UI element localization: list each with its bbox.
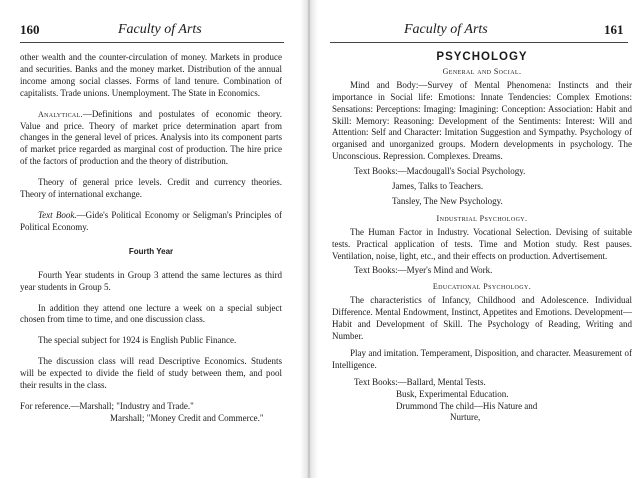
industrial-psychology-text: The Human Factor in Industry. Vocational Selection. Devising of suitable tests. Practical application of tests. Time and Motion study. Rest pauses. Ventilation, noise, light, etc., and their effects on production. Advertisement.: [332, 226, 632, 261]
industrial-psychology-heading: Industrial Psychology.: [436, 213, 528, 223]
text-book-label: Text Book.: [38, 209, 77, 220]
left-running-head: Faculty of Arts: [118, 22, 202, 37]
analytical-paragraph: [20, 109, 282, 169]
general-text-book-1: Text Books:—Macdougall's Social Psychology.: [354, 166, 526, 177]
analytical-text: —Definitions and postulates of economic theory. Value and price. Theory of market price determination apart from changes in the general level of prices. Analysis into its component parts of market price regarded as marginal cost of production. The hire price of the factors of production and the theory of distribution.: [20, 108, 282, 167]
general-social-heading: General and Social.: [442, 66, 522, 76]
left-page: [0, 0, 306, 478]
reference-line-2: Marshall; "Money Credit and Commerce.": [110, 412, 264, 423]
educational-text-book-4: Nurture,: [450, 412, 481, 423]
educational-psychology-text-2: Play and imitation. Temperament, Disposition, and character. Measurement of Intelligence.: [332, 347, 632, 370]
right-header-rule: [330, 42, 628, 43]
right-page-body: [332, 52, 632, 424]
general-social-text: Mind and Body:—Survey of Mental Phenomena: Instincts and their importance in Social life: Emotions: Innate Tendencies: Complex Emotions: Sensations: Perceptions: Imaging: Imagining: Conception: Association: Habit and Skill: Memory: Reasoning: Development of the Sentiments: Interest: Will and Attention: Self and Character: Imitation Suggestion and Sympathy. Psychology of organised and unorganized groups. Modern developments in psychology. The Unconscious. Repression. Complexes. Dreams.: [332, 79, 632, 162]
left-page-body: [20, 52, 282, 425]
text-book-text: —Gide's Political Economy or Seligman's Principles of Political Economy.: [20, 209, 282, 232]
general-text-book-3: Tansley, The New Psychology.: [392, 195, 503, 206]
right-running-head: Faculty of Arts: [404, 22, 488, 37]
left-page-number: 160: [20, 22, 40, 37]
text-book-paragraph: [20, 210, 282, 234]
left-header-rule: [20, 42, 284, 43]
educational-text-book-1: Text Books:—Ballard, Mental Tests.: [354, 376, 486, 387]
economics-paragraph: other wealth and the counter-circulation of money. Markets in produce and securities. Banks and the money market. Distribution of the annual income among social classes. Forms of land tenure. Combination of capitalists. Trade unions. Unemployment. The State in Economics.: [20, 52, 282, 98]
fourth-year-paragraph-1: Fourth Year students in Group 3 attend the same lectures as third year students in Group 5.: [20, 269, 282, 292]
educational-text-book-2: Busk, Experimental Education.: [396, 388, 509, 399]
fourth-year-heading: Fourth Year: [128, 246, 174, 256]
right-page-number: 161: [604, 22, 624, 37]
educational-psychology-heading: Educational Psychology.: [432, 282, 532, 292]
educational-psychology-text: The characteristics of Infancy, Childhood and Adolescence. Individual Difference. Mental Endowment, Instinct, Appetites and Emotions. Development—Habit and Development of Skill. The Psychology of Reading, Writing and Number.: [332, 295, 632, 342]
general-text-book-2: James, Talks to Teachers.: [392, 181, 484, 192]
fourth-year-paragraph-2: In addition they attend one lecture a week on a special subject chosen from time to time, and one discussion class.: [20, 302, 282, 325]
right-page: [314, 0, 640, 478]
reference-line-1: For reference.—Marshall; "Industry and Trade.": [20, 400, 194, 411]
analytical-label: Analytical.: [38, 109, 83, 119]
psychology-heading: PSYCHOLOGY: [436, 51, 528, 63]
educational-text-book-3: Drummond The child—His Nature and: [396, 400, 538, 411]
fourth-year-paragraph-3: The special subject for 1924 is English Public Finance.: [38, 335, 237, 346]
fourth-year-paragraph-4: The discussion class will read Descriptive Economics. Students will be expected to divide the field of study between them, and pool their results in the class.: [20, 356, 282, 391]
price-levels-paragraph: Theory of general price levels. Credit and currency theories. Theory of international exchange.: [20, 177, 282, 200]
industrial-text-book: Text Books:—Myer's Mind and Work.: [354, 264, 493, 275]
